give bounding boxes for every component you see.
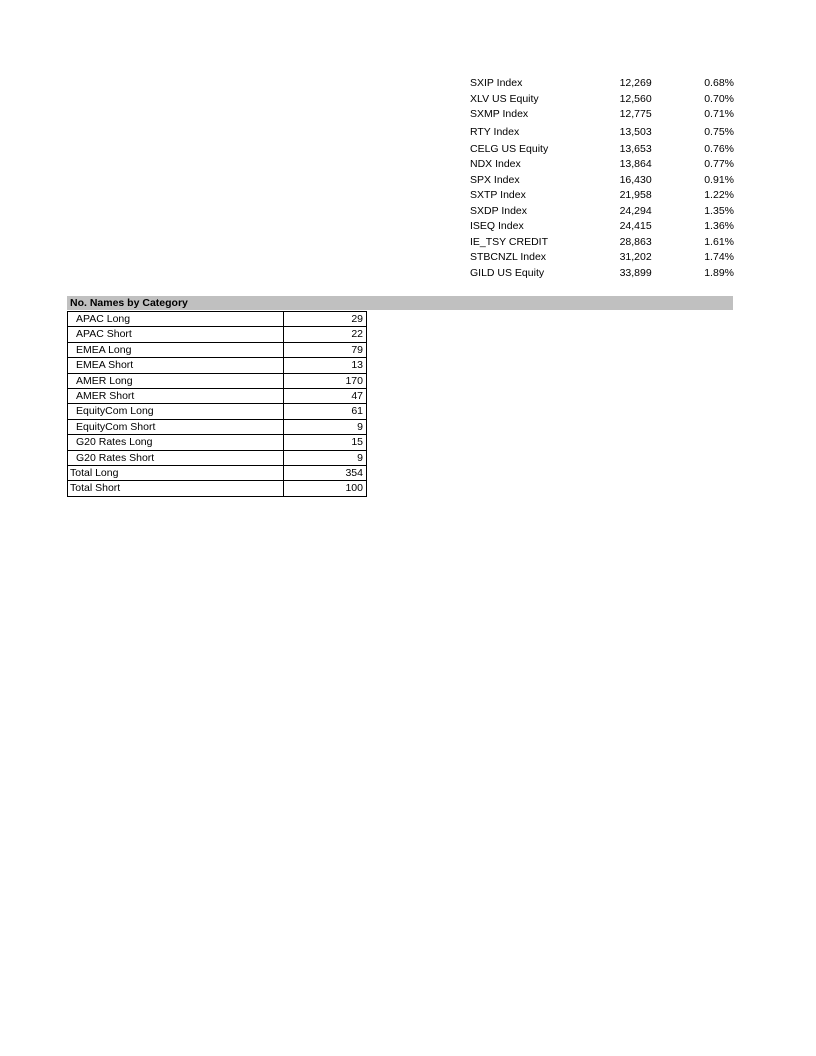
category-label: G20 Rates Long: [68, 435, 284, 450]
category-count: 9: [283, 419, 366, 434]
index-row: [466, 250, 738, 266]
index-name: NDX Index: [470, 158, 521, 170]
category-header-title: No. Names by Category: [70, 297, 188, 309]
index-pct: 1.36%: [704, 220, 734, 232]
category-row: [68, 404, 367, 419]
index-pct: 0.75%: [704, 125, 734, 138]
category-label: G20 Rates Short: [68, 450, 284, 465]
index-row: [466, 107, 738, 123]
category-count: 15: [283, 435, 366, 450]
index-name: XLV US Equity: [470, 92, 539, 105]
index-name: GILD US Equity: [470, 266, 545, 279]
index-row: [466, 204, 738, 220]
index-value: 21,958: [619, 189, 652, 201]
category-label: Total Long: [68, 466, 284, 481]
index-name: ISEQ Index: [470, 220, 524, 232]
index-value: 12,560: [619, 92, 652, 105]
index-name: RTY Index: [470, 125, 520, 138]
index-name: SXIP Index: [470, 77, 523, 89]
category-row: [68, 419, 367, 434]
category-label: EquityCom Short: [68, 419, 284, 434]
index-row: [466, 235, 738, 251]
index-row: [466, 219, 738, 235]
index-row: [466, 123, 738, 142]
index-value: 16,430: [619, 173, 652, 186]
index-row: [466, 188, 738, 204]
index-value: 13,503: [619, 125, 652, 138]
index-value: 24,415: [619, 220, 652, 232]
index-row: [466, 266, 738, 282]
category-row: [68, 312, 367, 327]
index-value: 13,864: [619, 158, 652, 170]
category-total-row: [68, 481, 367, 496]
index-row: [466, 157, 738, 173]
category-row: [68, 435, 367, 450]
index-value: 33,899: [619, 266, 652, 279]
index-exposure-table: [466, 76, 738, 281]
category-label: EMEA Long: [68, 342, 284, 357]
index-pct: 1.74%: [704, 251, 734, 263]
category-count: 79: [283, 342, 366, 357]
index-name: STBCNZL Index: [470, 251, 547, 263]
category-label: APAC Long: [68, 312, 284, 327]
category-label: AMER Short: [68, 389, 284, 404]
category-count: 13: [283, 358, 366, 373]
category-row: [68, 342, 367, 357]
index-value: 31,202: [619, 251, 652, 263]
category-label: EMEA Short: [68, 358, 284, 373]
index-pct: 0.68%: [704, 77, 734, 89]
category-count: 100: [283, 481, 366, 496]
index-value: 28,863: [619, 235, 652, 248]
index-row: [466, 173, 738, 189]
index-name: SXDP Index: [470, 204, 528, 217]
category-row: [68, 327, 367, 342]
index-pct: 0.70%: [704, 92, 734, 105]
category-label: Total Short: [68, 481, 284, 496]
index-row: [466, 142, 738, 158]
index-name: SPX Index: [470, 173, 520, 186]
index-value: 12,775: [619, 108, 652, 120]
category-row: [68, 358, 367, 373]
category-count: 61: [283, 404, 366, 419]
index-pct: 1.35%: [704, 204, 734, 217]
category-count: 47: [283, 389, 366, 404]
category-count: 170: [283, 373, 366, 388]
index-pct: 0.71%: [704, 108, 734, 120]
category-count: 9: [283, 450, 366, 465]
category-count: 22: [283, 327, 366, 342]
index-pct: 0.77%: [704, 158, 734, 170]
category-row: [68, 373, 367, 388]
index-pct: 0.76%: [704, 142, 734, 155]
index-pct: 1.89%: [704, 266, 734, 279]
index-name: CELG US Equity: [470, 142, 549, 155]
index-name: IE_TSY CREDIT: [470, 235, 548, 248]
index-value: 24,294: [619, 204, 652, 217]
index-value: 13,653: [619, 142, 652, 155]
index-pct: 0.91%: [704, 173, 734, 186]
index-row: [466, 76, 738, 92]
category-label: APAC Short: [68, 327, 284, 342]
index-pct: 1.22%: [704, 189, 734, 201]
category-total-row: [68, 466, 367, 481]
category-label: AMER Long: [68, 373, 284, 388]
category-row: [68, 389, 367, 404]
category-count: 354: [283, 466, 366, 481]
index-name: SXTP Index: [470, 189, 526, 201]
index-row: [466, 92, 738, 108]
index-name: SXMP Index: [470, 108, 529, 120]
index-value: 12,269: [619, 77, 652, 89]
category-count: 29: [283, 312, 366, 327]
category-row: [68, 450, 367, 465]
category-label: EquityCom Long: [68, 404, 284, 419]
category-count-table: [67, 311, 367, 497]
index-pct: 1.61%: [704, 235, 734, 248]
